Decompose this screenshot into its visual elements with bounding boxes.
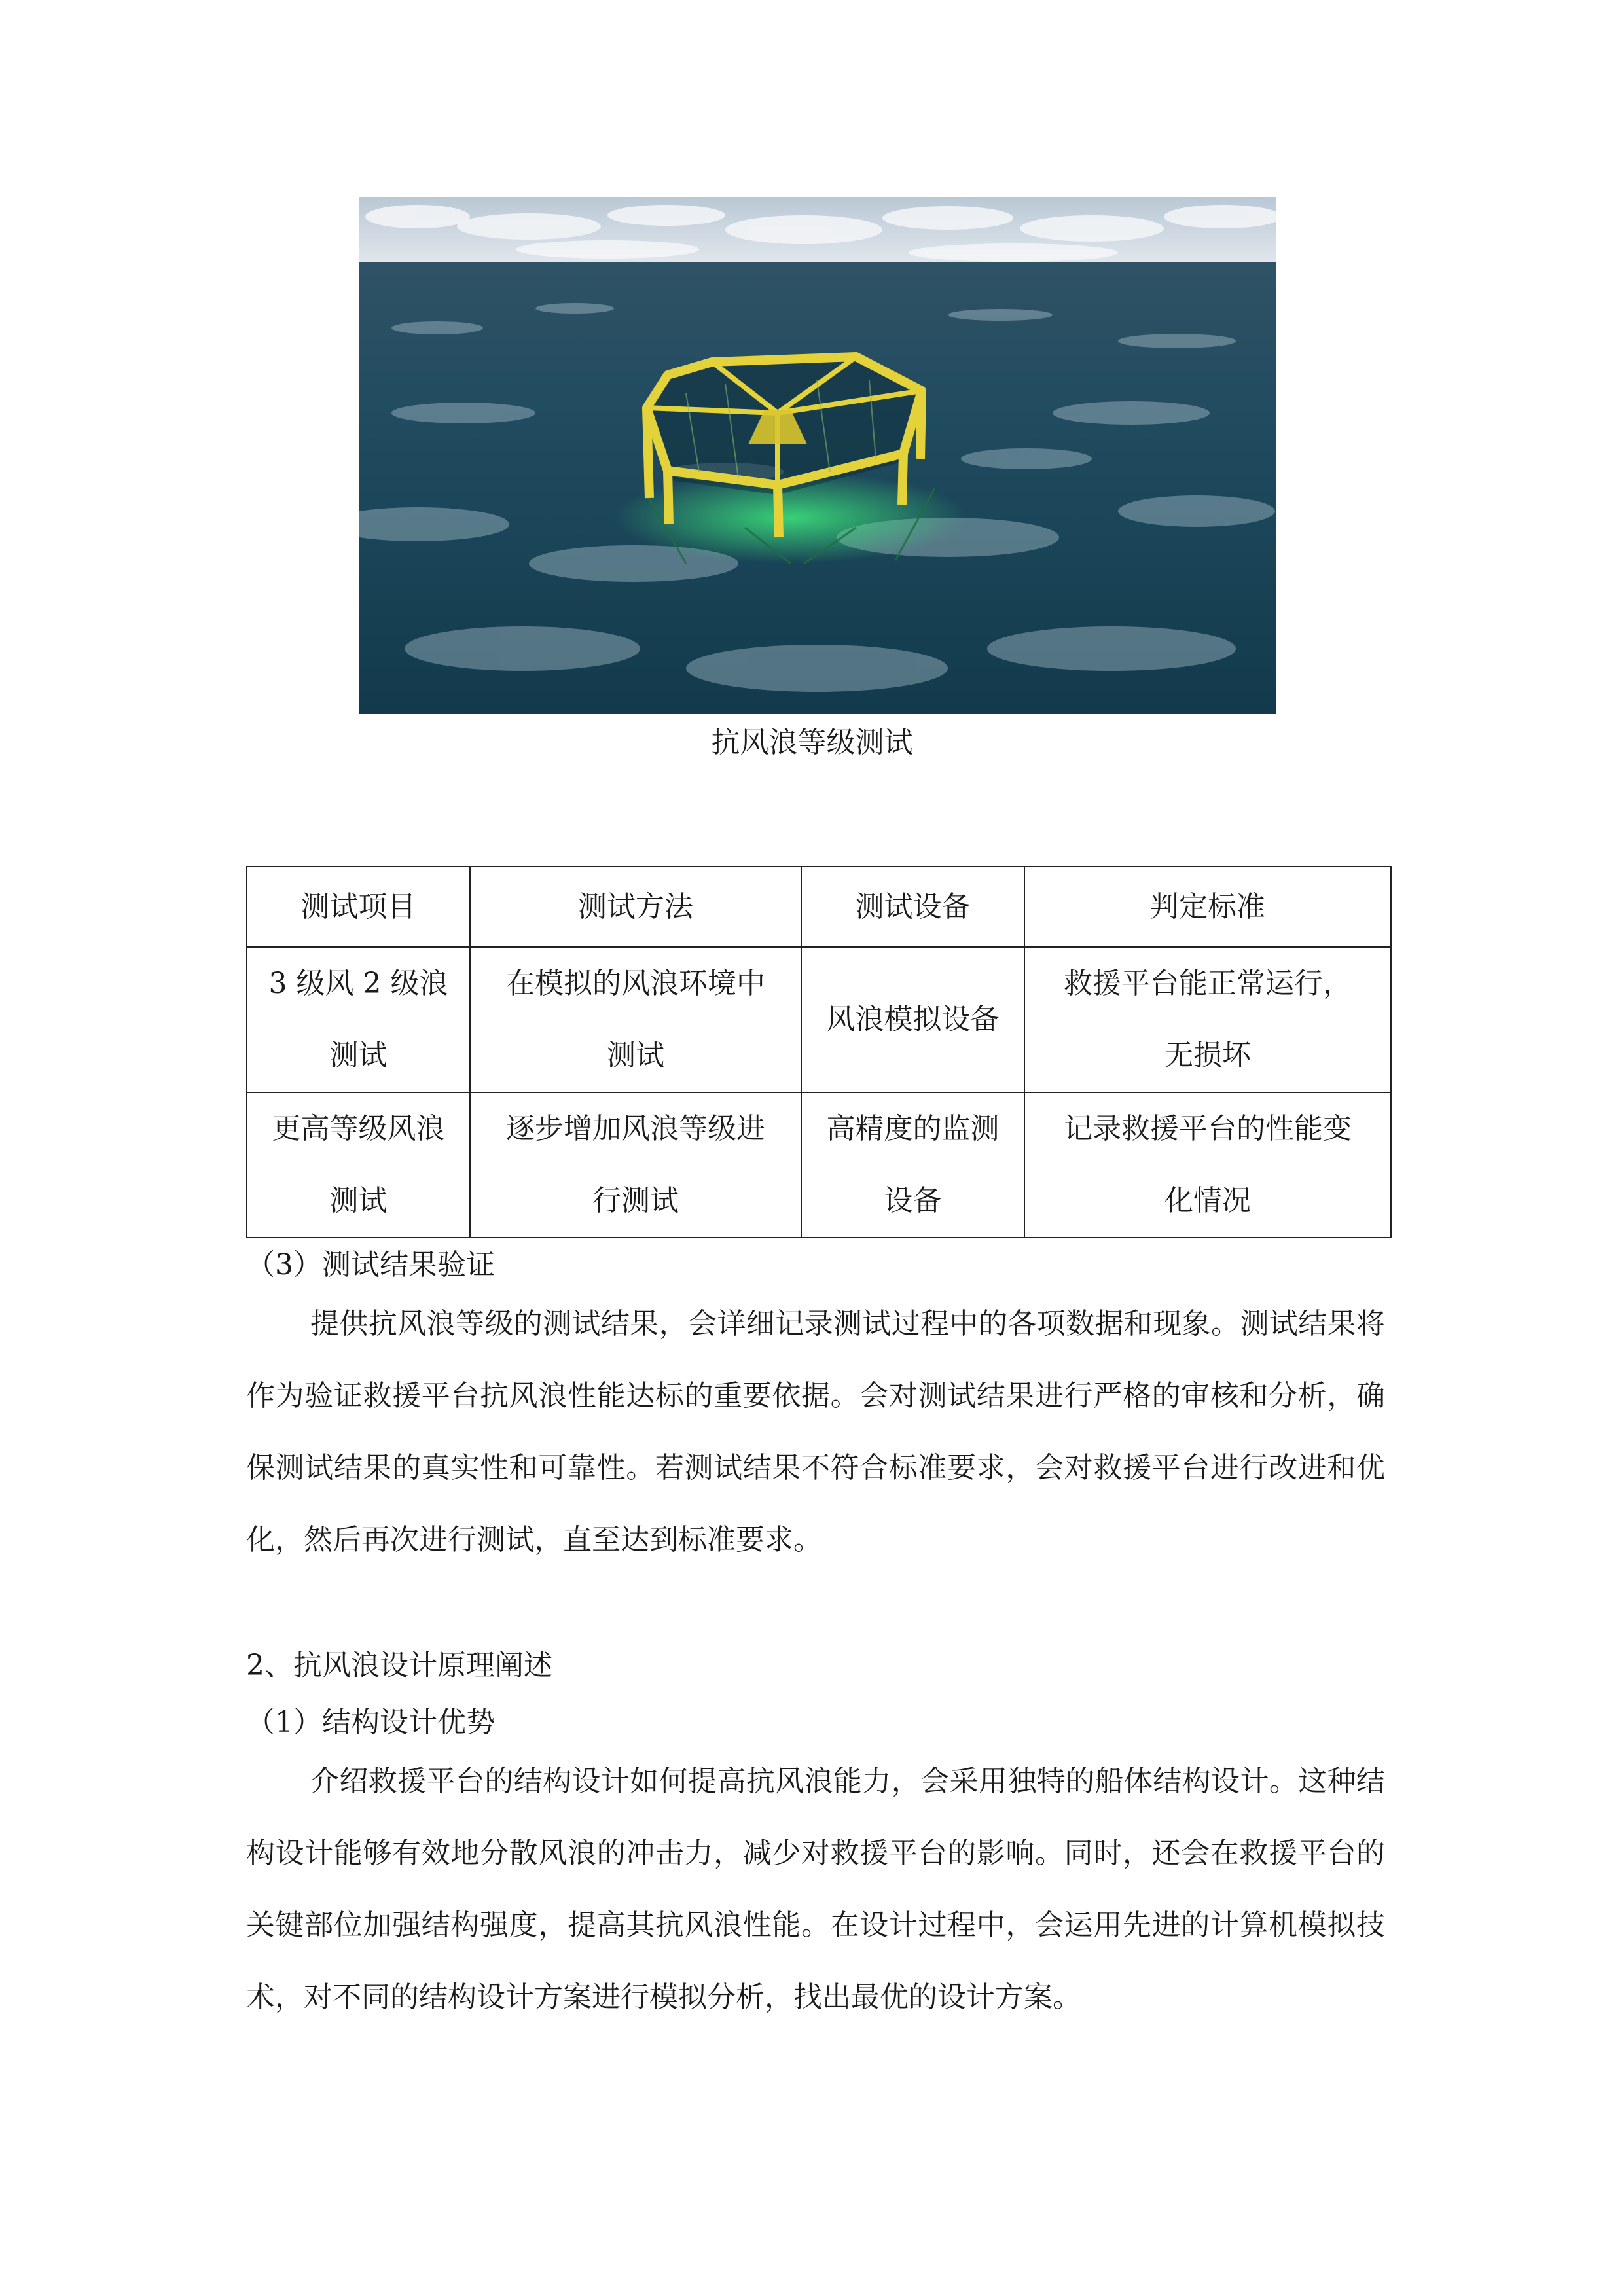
- cell-line: 设备: [884, 1184, 942, 1217]
- table-row: [247, 947, 1391, 1092]
- header-test-device: 测试设备: [801, 867, 1024, 947]
- cell-item: [247, 1092, 470, 1238]
- cell-line: 更高等级风浪: [272, 1112, 445, 1145]
- cell-line: 3 级风 2 级浪: [268, 967, 448, 1000]
- cell-device: [801, 1092, 1024, 1238]
- section3-body: 提供抗风浪等级的测试结果，会详细记录测试过程中的各项数据和现象。测试结果将作为验证救援平台抗风浪性能达标的重要依据。会对测试结果进行严格的审核和分析，确保测试结果的真实性和可靠性。若测试结果不符合标准要求，会对救援平台进行改进和优化，然后再次进行测试，直至达到标准要求。: [246, 1307, 1385, 1556]
- part2-body: 介绍救援平台的结构设计如何提高抗风浪能力，会采用独特的船体结构设计。这种结构设计能够有效地分散风浪的冲击力，减少对救援平台的影响。同时，还会在救援平台的关键部位加强结构强度，提高其抗风浪性能。在设计过程中，会运用先进的计算机模拟技术，对不同的结构设计方案进行模拟分析，找出最优的设计方案。: [246, 1765, 1385, 2014]
- cell-line: 无损坏: [1164, 1039, 1251, 1072]
- part2-subheading: （1）结构设计优势: [246, 1706, 495, 1739]
- part2-heading: 2、抗风浪设计原理阐述: [246, 1649, 552, 1682]
- cell-method: [470, 1092, 801, 1238]
- header-criteria: 判定标准: [1024, 867, 1391, 947]
- cell-line: 风浪模拟设备: [826, 1003, 1000, 1036]
- cell-line: 救援平台能正常运行，: [1064, 967, 1352, 1000]
- cell-criteria: [1024, 947, 1391, 1092]
- table-header-row: [247, 867, 1391, 947]
- ocean-cage-photo: [359, 197, 1276, 714]
- cell-line: 逐步增加风浪等级进: [506, 1112, 765, 1145]
- cell-item: [247, 947, 470, 1092]
- cell-method: [470, 947, 801, 1092]
- cell-line: 测试: [607, 1039, 664, 1072]
- cell-line: 记录救援平台的性能变: [1064, 1112, 1352, 1145]
- cell-line: 在模拟的风浪环境中: [506, 967, 765, 1000]
- header-test-method: 测试方法: [470, 867, 801, 947]
- test-table: [246, 866, 1392, 1238]
- cell-device: [801, 947, 1024, 1092]
- cell-line: 行测试: [592, 1184, 679, 1217]
- cell-line: 高精度的监测: [826, 1112, 1000, 1145]
- cell-line: 化情况: [1164, 1184, 1251, 1217]
- cell-line: 测试: [329, 1184, 388, 1217]
- table-row: [247, 1092, 1391, 1238]
- figure-caption: 抗风浪等级测试: [711, 726, 913, 759]
- header-test-item: 测试项目: [247, 867, 470, 947]
- section3-heading: （3）测试结果验证: [246, 1248, 495, 1282]
- cell-line: 测试: [329, 1039, 388, 1072]
- cell-criteria: [1024, 1092, 1391, 1238]
